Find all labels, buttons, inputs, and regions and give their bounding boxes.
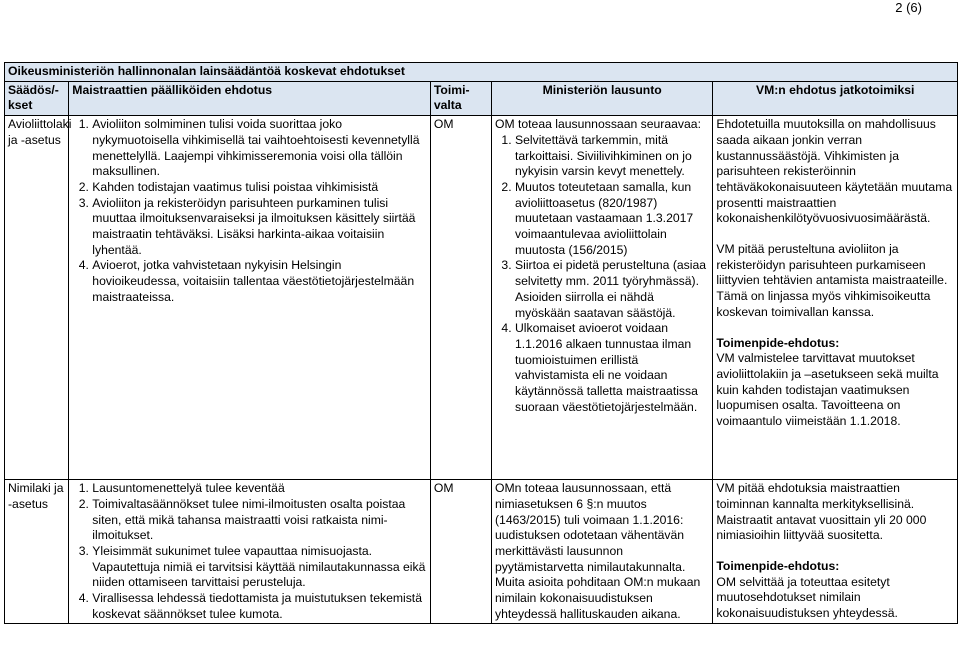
list-item: 4. Ulkomaiset avioerot voidaan 1.1.2016 alkaen tunnustaa ilman tuomioistuimen erillistä vahvistamista eli ne voidaan käytännössä talletta maistraatissa suoraan väestötietojärjestelmään. <box>515 321 709 415</box>
vm-action-label: Toimenpide-ehdotus: <box>716 558 840 573</box>
proposal-cell <box>69 480 431 624</box>
ministry-intro: OM toteaa lausunnossaan seuraavaa: <box>494 117 701 132</box>
list-item: 2. Kahden todistajan vaatimus tulisi poistaa vihkimisistä <box>92 180 427 196</box>
list-item: 2. Toimivaltasäännökset tulee nimi-ilmoitusten osalta poistaa siten, että mikä tahansa maistraatti voisi ratkaista nimi-ilmoitukset. <box>92 497 427 544</box>
vm-cell <box>713 480 958 624</box>
header-vm: VM:n ehdotus jatkotoimiksi <box>713 81 958 115</box>
ministry-cell <box>491 116 712 480</box>
header-ministry: Ministeriön lausunto <box>491 81 712 115</box>
proposal-cell <box>69 116 431 480</box>
proposals-table <box>4 62 958 656</box>
list-item: 1. Avioliiton solmiminen tulisi voida suorittaa joko nykymuotoisella vihkimisellä tai vaihtoehtoisesti kevennetyllä menettelyllä. Laajempi vihkimisseremonia voisi olla tällöin maksullinen. <box>92 117 427 180</box>
list-item: 3. Siirtoa ei pidetä perusteltuna (asiaa selvitetty mm. 2011 työryhmässä). Asioiden siirrolla ei nähdä myöskään saatavan säästöjä. <box>515 258 709 321</box>
page-number: 2 (6) <box>895 0 922 15</box>
list-item: 3. Yleisimmät sukunimet tulee vapauttaa nimisuojasta. Vapautettuja nimiä ei tarvitsisi käyttää nimilautakunnassa eikä niiden ottamiseen tarvittaisi perusteluja. <box>92 544 427 591</box>
vm-action: OM selvittää ja toteuttaa esitetyt muutosehdotukset nimilain kokonaisuudistuksen yhteydessä. <box>716 574 898 621</box>
table-row <box>5 480 958 624</box>
list-item: 4. Avioerot, jotka vahvistetaan nykyisin Helsingin hovioikeudessa, voitaisiin tallentaa väestötietojärjestelmään maistraateissa. <box>92 258 427 305</box>
header-branch: Toimi-valta <box>430 81 491 115</box>
vm-paragraph: VM pitää ehdotuksia maistraattien toiminnan kannalta merkityksellisinä. Maistraatit antavat vuosittain yli 20 000 nimiasioihin liittyvää suositetta. <box>716 481 927 543</box>
vm-paragraph: Ehdotetuilla muutoksilla on mahdollisuus saada aikaan jonkin verran kustannussäästöjä. Vihkimisten ja parisuhteen rekisteröinnin tehtäväkokonaisuuteen käytetään muutama prosentti maistraattien kokonaishenkilötyövuosivuosimäärästä. <box>716 117 953 226</box>
vm-paragraph: VM pitää perusteltuna avioliiton ja rekisteröidyn parisuhteen purkamiseen liittyvien tehtävien antamista maistraateille. Tämä on linjassa myös vihkimisoikeutta koskevan toimivallan kanssa. <box>716 242 948 319</box>
header-statute: Säädös/-kset <box>5 81 69 115</box>
statute-cell: Avioliittolaki ja -asetus <box>5 116 69 480</box>
table-title: Oikeusministeriön hallinnonalan lainsäädäntöä koskevat ehdotukset <box>5 63 958 82</box>
list-item: 1. Selvitettävä tarkemmin, mitä tarkoittaisi. Siviilivihkiminen on jo nykyisin varsin kevyt menettely. <box>515 133 709 180</box>
branch-cell: OM <box>430 116 491 480</box>
list-item: 1. Lausuntomenettelyä tulee keventää <box>92 481 427 497</box>
ministry-cell: OMn toteaa lausunnossaan, että nimiasetuksen 6 §:n muutos (1463/2015) tuli voimaan 1.1.2016: uudistuksen odotetaan vähentävän merkittävästi lausunnon pyytämistarvetta nimilautakunnalta. Muita asioita pohditaan OM:n mukaan nimilain kokonaisuudistuksen yhteydessä hallituskauden aikana. <box>491 480 712 624</box>
header-proposal: Maistraattien päälliköiden ehdotus <box>69 81 431 115</box>
list-item: 4. Virallisessa lehdessä tiedottamista ja muistutuksen tekemistä koskevat säännökset tulee kumota. <box>92 591 427 622</box>
branch-cell: OM <box>430 480 491 624</box>
vm-action: VM valmistelee tarvittavat muutokset avioliittolakiin ja –asetukseen sekä muilta kuin kahden todistajan vaatimuksen luopumisen osalta. Tavoitteena on voimaantulo viimeistään 1.1.2018. <box>716 351 939 429</box>
vm-cell <box>713 116 958 480</box>
table-row <box>5 116 958 480</box>
list-item: 3. Avioliiton ja rekisteröidyn parisuhteen purkaminen tulisi muuttaa ilmoituksenvaraiseksi ja ilmoituksen käsittely siirtää maistraatin tehtäväksi. Lisäksi harkinta-aikaa voitaisiin lyhentää. <box>92 196 427 259</box>
list-item: 2. Muutos toteutetaan samalla, kun avioliittoasetus (820/1987) muutetaan vastaamaan 1.3.2017 voimaantulevaa avioliittolain muutosta (156/2015) <box>515 180 709 259</box>
vm-action-label: Toimenpide-ehdotus: <box>716 335 840 350</box>
statute-cell: Nimilaki ja -asetus <box>5 480 69 624</box>
